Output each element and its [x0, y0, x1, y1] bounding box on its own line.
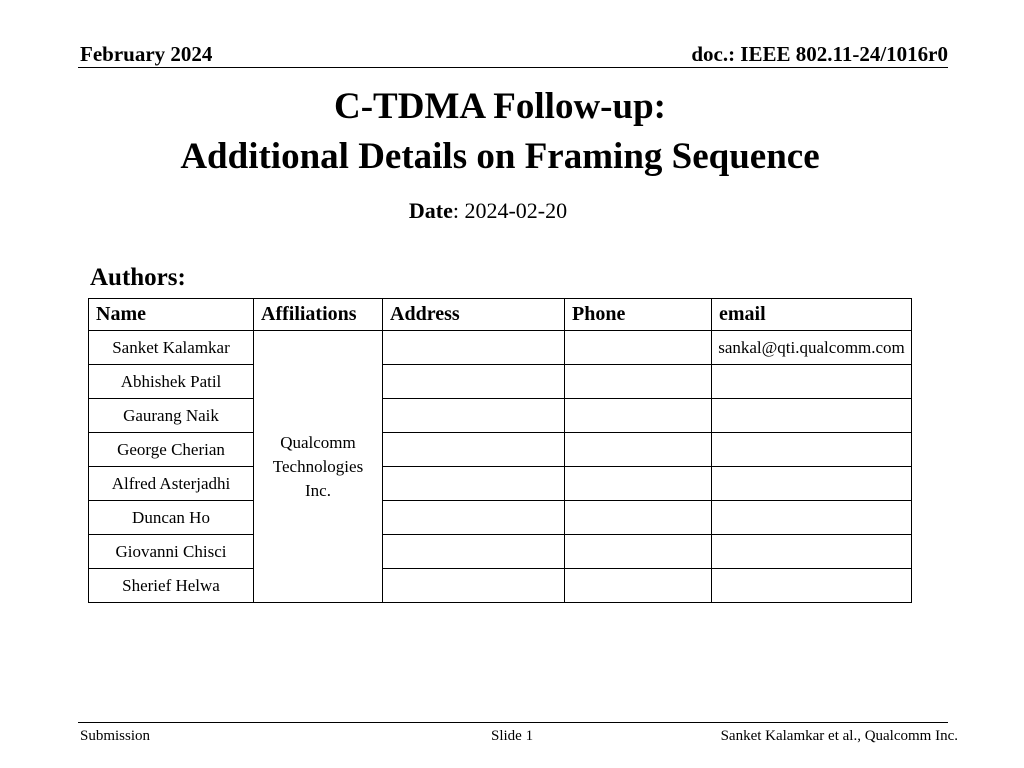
- address-cell: [383, 501, 565, 535]
- authors-table: [88, 298, 912, 603]
- author-name: Giovanni Chisci: [89, 535, 254, 569]
- phone-cell: [565, 501, 712, 535]
- table-row: [89, 569, 912, 603]
- footer-slide-number: Slide 1: [491, 728, 534, 744]
- footer-authors: Sanket Kalamkar et al., Qualcomm Inc.: [720, 728, 958, 744]
- email-cell: [712, 535, 912, 569]
- email-cell: [712, 433, 912, 467]
- email-cell: [712, 365, 912, 399]
- author-name: George Cherian: [89, 433, 254, 467]
- slide-title-line-2: Additional Details on Framing Sequence: [180, 136, 820, 177]
- table-row: [89, 501, 912, 535]
- slide-title-line-1: C-TDMA Follow-up:: [334, 86, 666, 127]
- phone-cell: [565, 365, 712, 399]
- phone-cell: [565, 399, 712, 433]
- column-header-name: Name: [89, 299, 254, 331]
- affiliation-line: Technologies: [272, 456, 364, 476]
- footer-submission: Submission: [80, 728, 151, 744]
- table-row: [89, 433, 912, 467]
- date-line: [0, 198, 976, 224]
- date-value: : 2024-02-20: [452, 198, 568, 223]
- phone-cell: [565, 467, 712, 501]
- email-cell: sankal@qti.qualcomm.com: [712, 331, 912, 365]
- table-row: [89, 365, 912, 399]
- address-cell: [383, 535, 565, 569]
- affiliation-line: Qualcomm: [280, 432, 356, 452]
- address-cell: [383, 399, 565, 433]
- affiliation-cell: [254, 331, 383, 603]
- header-doc-id: doc.: IEEE 802.11-24/1016r0: [691, 42, 948, 66]
- address-cell: [383, 467, 565, 501]
- header-divider: [78, 67, 948, 68]
- address-cell: [383, 569, 565, 603]
- table-row: [89, 467, 912, 501]
- table-row: [89, 399, 912, 433]
- email-cell: [712, 569, 912, 603]
- table-header-row: [89, 299, 912, 331]
- column-header-email: email: [712, 299, 912, 331]
- table-row: [89, 331, 912, 365]
- header-date: February 2024: [80, 42, 213, 66]
- address-cell: [383, 433, 565, 467]
- phone-cell: [565, 569, 712, 603]
- date-label: Date: [408, 198, 453, 223]
- email-cell: [712, 467, 912, 501]
- author-name: Sanket Kalamkar: [89, 331, 254, 365]
- author-name: Sherief Helwa: [89, 569, 254, 603]
- column-header-address: Address: [383, 299, 565, 331]
- column-header-phone: Phone: [565, 299, 712, 331]
- affiliation-line: Inc.: [305, 480, 331, 500]
- email-cell: [712, 501, 912, 535]
- table-row: [89, 535, 912, 569]
- author-name: Duncan Ho: [89, 501, 254, 535]
- phone-cell: [565, 433, 712, 467]
- address-cell: [383, 365, 565, 399]
- email-cell: [712, 399, 912, 433]
- phone-cell: [565, 535, 712, 569]
- address-cell: [383, 331, 565, 365]
- column-header-affiliations: Affiliations: [254, 299, 383, 331]
- phone-cell: [565, 331, 712, 365]
- slide-title: [0, 82, 1000, 182]
- author-name: Alfred Asterjadhi: [89, 467, 254, 501]
- footer-divider: [78, 722, 948, 723]
- author-name: Gaurang Naik: [89, 399, 254, 433]
- author-name: Abhishek Patil: [89, 365, 254, 399]
- authors-heading: Authors:: [90, 264, 186, 291]
